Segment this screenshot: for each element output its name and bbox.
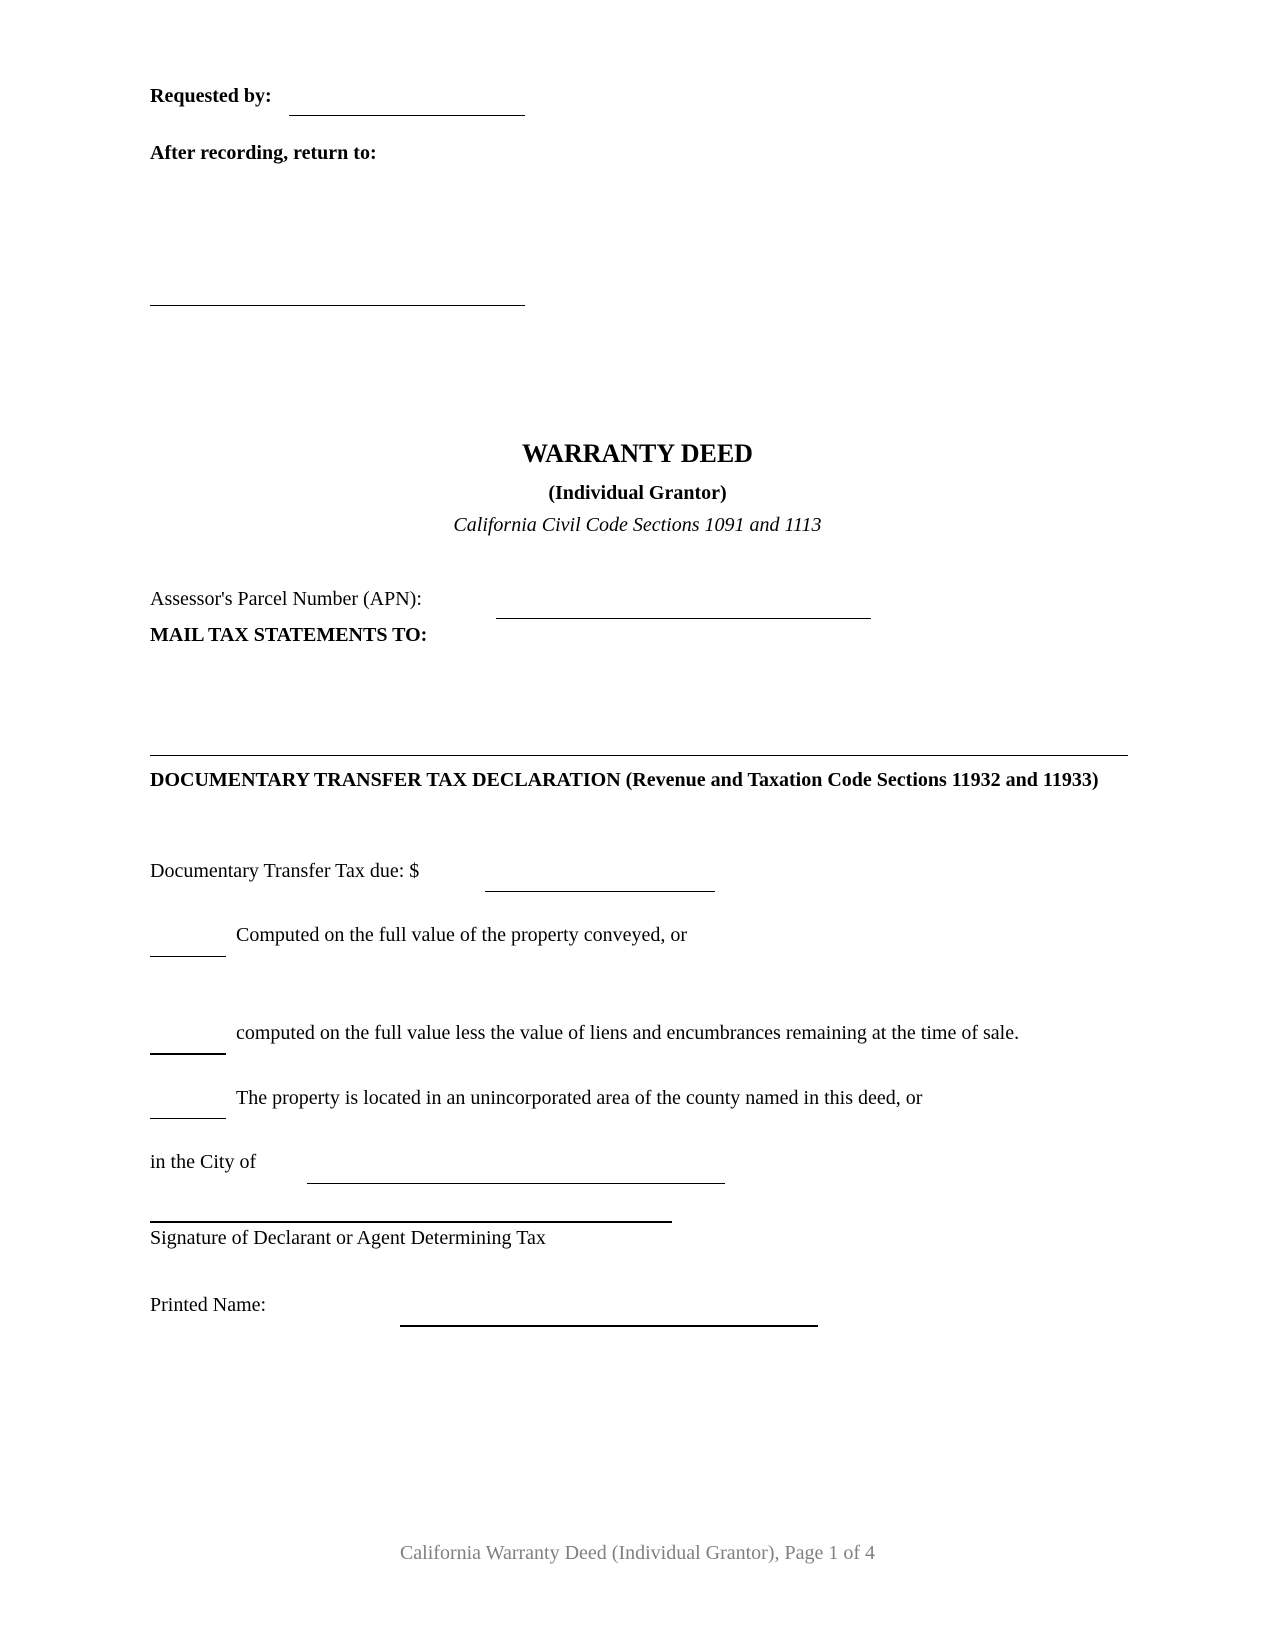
city-label: in the City of: [150, 1151, 257, 1173]
option-unincorporated: The property is located in an unincorporated area of the county named in this deed, or: [236, 1087, 923, 1109]
printed-name-label: Printed Name:: [150, 1294, 267, 1316]
signature-label: Signature of Declarant or Agent Determining Tax: [150, 1227, 546, 1249]
requested-by-label: Requested by:: [150, 85, 272, 107]
tax-due-label: Documentary Transfer Tax due: $: [150, 860, 420, 882]
return-to-field[interactable]: [150, 305, 525, 306]
option-less-liens: computed on the full value less the value of liens and encumbrances remaining at the time of sale.: [236, 1022, 1020, 1044]
option-full-value: Computed on the full value of the property conveyed, or: [236, 924, 687, 946]
return-to-label: After recording, return to:: [150, 142, 377, 164]
signature-field[interactable]: [150, 1221, 672, 1223]
tax-declaration-heading: DOCUMENTARY TRANSFER TAX DECLARATION (Revenue and Taxation Code Sections 11932 and 11933): [150, 769, 1099, 791]
requested-by-field[interactable]: [289, 115, 525, 116]
mail-tax-label: MAIL TAX STATEMENTS TO:: [150, 624, 428, 646]
document-subtitle: (Individual Grantor): [548, 482, 727, 504]
code-citation: California Civil Code Sections 1091 and 1113: [453, 514, 822, 536]
apn-label: Assessor's Parcel Number (APN):: [150, 588, 422, 610]
section-divider: [150, 755, 1128, 756]
city-field[interactable]: [307, 1183, 725, 1184]
less-liens-check-field[interactable]: [150, 1053, 226, 1055]
apn-field[interactable]: [496, 618, 871, 619]
page-footer: California Warranty Deed (Individual Grantor), Page 1 of 4: [399, 1542, 876, 1564]
tax-due-field[interactable]: [485, 891, 715, 892]
document-title: WARRANTY DEED: [522, 439, 753, 468]
full-value-check-field[interactable]: [150, 956, 226, 957]
printed-name-field[interactable]: [400, 1325, 818, 1327]
unincorporated-check-field[interactable]: [150, 1118, 226, 1119]
